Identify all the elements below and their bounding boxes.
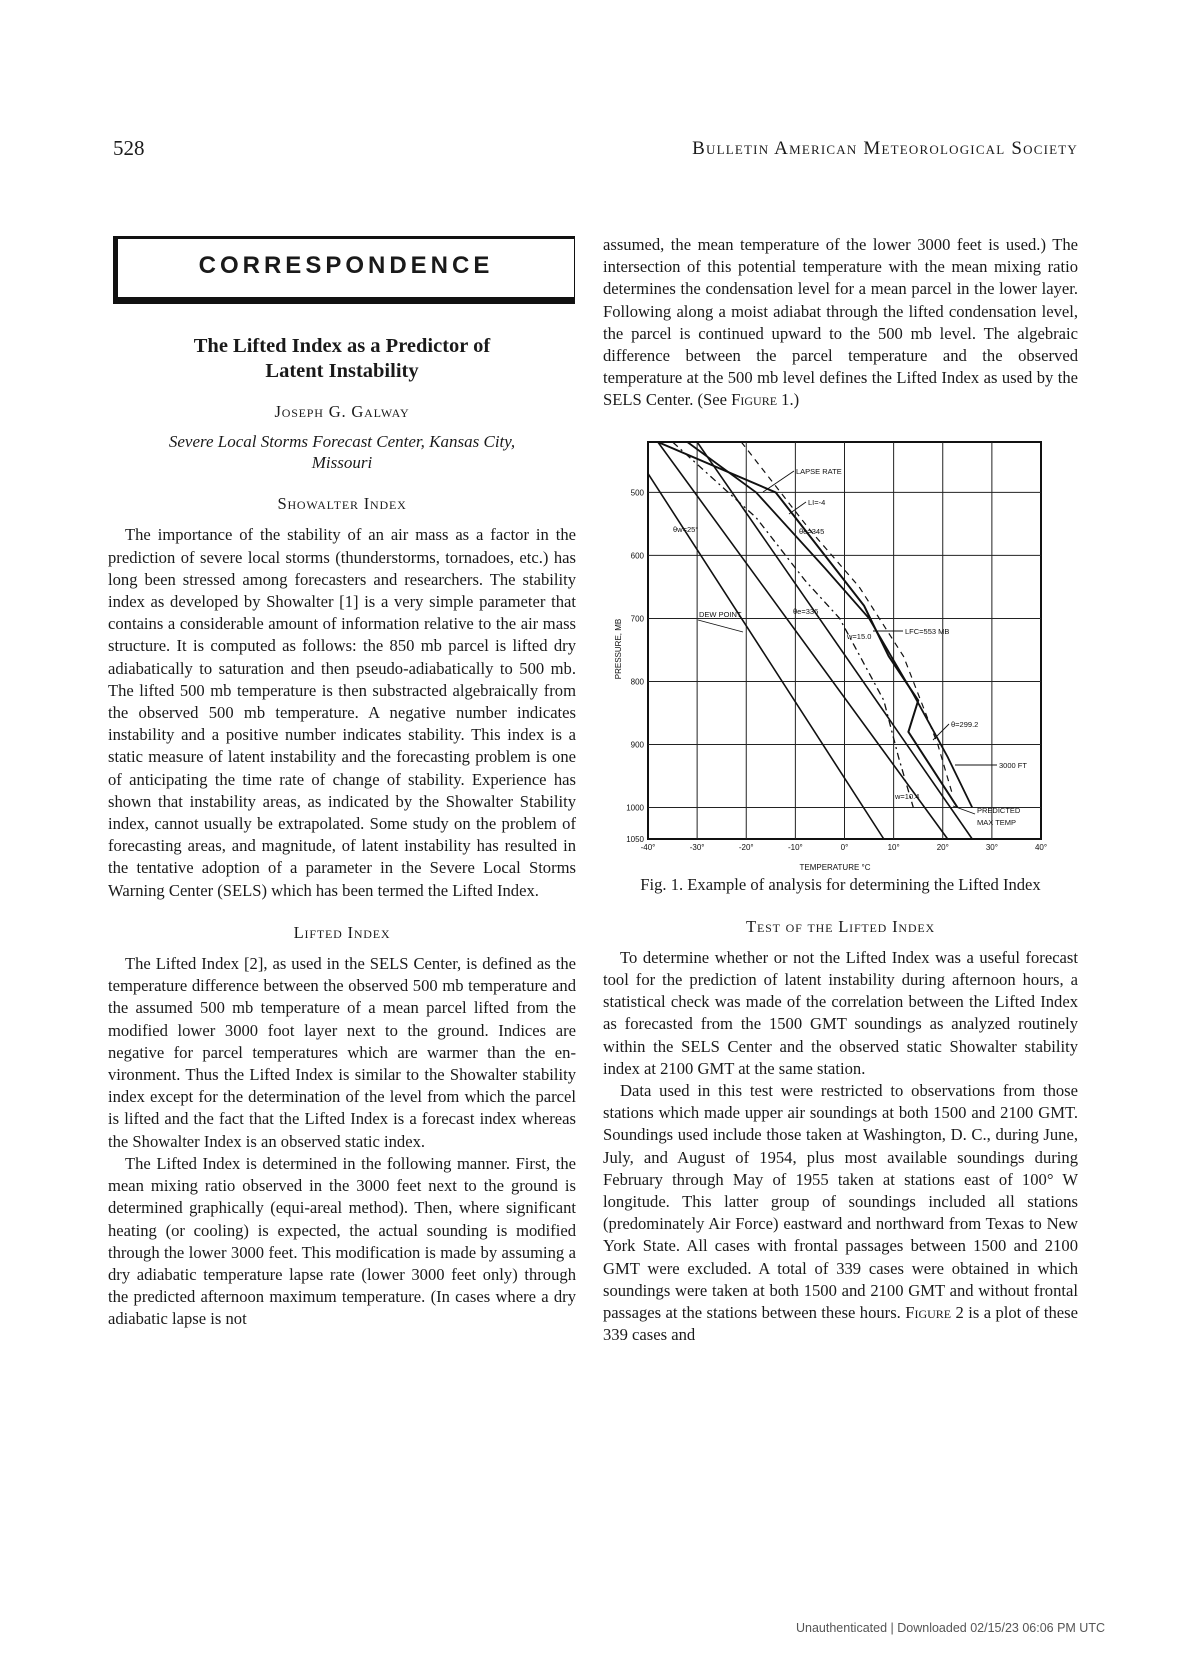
correspondence-box bbox=[113, 236, 575, 304]
figure-1 bbox=[603, 434, 1078, 872]
series-line-3 bbox=[687, 442, 972, 808]
annotation-mixing-ratio: w=15.0 bbox=[847, 631, 872, 641]
annotation-w-mean: w=10.4 bbox=[895, 791, 920, 801]
annotation-max-temp: MAX TEMP bbox=[977, 817, 1017, 827]
paragraph-lifted-2: The Lifted Index is determined in the following manner. First, the mean mixing ratio observed in the 3000 feet next to the ground is determined graphically (equi-areal method). Then, where significant heating (or cooling) is expected, the actual sounding is modified through the lower 3000 feet. This modification is made by assuming a dry adiabatic temperature lapse rate (lower 3000 feet only) through the predicted afternoon maximum temperature. (In cases where a dry adiabatic lapse is not bbox=[108, 1153, 576, 1329]
paragraph-test-1: To determine whether or not the Lifted Index was a useful forecast tool for the prediction of latent instability during afternoon hours, a statistical check was made of the correlation between the Lifted Index as forecasted from the 1500 GMT soundings as analyzed routinely within the SELS Center and the observed static Showalter stability index at 2100 GMT at the same station. bbox=[603, 947, 1078, 1078]
article-affiliation bbox=[108, 431, 576, 473]
x-tick-label: -10° bbox=[787, 842, 803, 852]
figure-1-chart bbox=[603, 434, 1078, 872]
affiliation-line1: Severe Local Storms Forecast Center, Kansas City, bbox=[168, 432, 516, 452]
annotation-leader bbox=[933, 724, 949, 740]
chart-xlabel: TEMPERATURE °C bbox=[799, 862, 871, 872]
section-heading-showalter: Showalter Index bbox=[277, 494, 407, 514]
article-title bbox=[108, 334, 576, 384]
article-title-line2: Latent Instability bbox=[265, 360, 419, 382]
annotation-lfc: LFC=553 MB bbox=[905, 626, 950, 636]
x-tick-label: 0° bbox=[840, 842, 849, 852]
x-tick-label: -30° bbox=[689, 842, 705, 852]
y-tick-label: 600 bbox=[630, 551, 644, 561]
annotation-predicted: PREDICTED bbox=[977, 805, 1021, 815]
y-tick-label: 1050 bbox=[626, 834, 644, 844]
paragraph-showalter: The importance of the stability of an air mass as a factor in the prediction of severe local storms (thunderstorms, tornadoes, etc.) has long been stressed among forecasters and researchers. The stability index as developed by Showalter [1] is a very simple parameter that contains a considerable amount of information relative to the air mass structure. It is computed as follows: the 850 mb parcel is lifted dry adiabatically to saturation and then pseudo-adiabatically to 500 mb. The lifted 500 mb temperature is then substracted algebraically from the observed 500 mb temperature. A negative number indicates instability and a positive number indicates stability. This index is a static measure of latent instability and the forecasting problem is one of anticipating the time rate of change of stability. Experience has shown that instability areas, as indicated by the Showalter Stability index, cannot usually be extrapolated. Some study on the problem of forecasting areas, and magnitude, of latent instability has resulted in the tentative adoption of a parameter in the Severe Local Storms Warning Center (SELS) which has been termed the Lifted Index. bbox=[108, 525, 576, 900]
x-tick-label: 20° bbox=[936, 842, 949, 852]
running-head: Bulletin American Meteorological Society bbox=[692, 138, 1078, 159]
figure1-reference: Figure 1.) bbox=[731, 390, 800, 410]
y-tick-label: 700 bbox=[630, 614, 644, 624]
x-tick-label: -20° bbox=[738, 842, 754, 852]
affiliation-line2: Missouri bbox=[311, 453, 373, 473]
annotation-theta-e: θe=345 bbox=[799, 526, 825, 536]
annotation-theta-w: θw=25° bbox=[673, 524, 699, 534]
section-heading-test: Test of the Lifted Index bbox=[746, 916, 935, 936]
paragraph-lifted-1: The Lifted Index [2], as used in the SELS Center, is defined as the temperature difference between the observed 500 mb temperature and the assumed 500 mb temperature of a mean parcel lifted from the modified lower 3000 foot layer next to the ground. Indices are negative for parcel temperatures which are warmer than the environment. Thus the Lifted Index is similar to the Showalter stability index except for the determination of the level from which the parcel is lifted and the fact that the Lifted Index is a forecast index whereas the Showalter Index is an observed static index. bbox=[108, 954, 576, 1151]
annotation-dew-point: DEW POINT bbox=[699, 609, 742, 619]
figure-1-caption: Fig. 1. Example of analysis for determining the Lifted Index bbox=[640, 874, 1041, 894]
series-line-1 bbox=[673, 442, 914, 808]
x-tick-label: 40° bbox=[1034, 842, 1048, 852]
paragraph-lifted-2-continued: assumed, the mean temperature of the lower 3000 feet is used.) The intersection of this potential temperature with the mean mixing ratio determines the condensation level for a mean parcel in the lower layer. Following along a moist adiabat through the lifted condensation level, the parcel is continued upward to the 500 mb level. The algebraic difference between the parcel temperature and the observed temperature at the 500 mb level defines the Lifted Index as used by the SELS Center. (See Figure 1.) bbox=[603, 235, 1078, 410]
chart-ylabel: PRESSURE, MB bbox=[614, 618, 623, 679]
left-column bbox=[108, 236, 576, 1331]
x-tick-label: 10° bbox=[887, 842, 900, 852]
x-tick-label: -40° bbox=[640, 842, 656, 852]
y-tick-label: 800 bbox=[630, 677, 644, 687]
page-number: 528 bbox=[113, 136, 145, 160]
right-column bbox=[603, 234, 1078, 1346]
annotation-lifted-index: LI=-4 bbox=[808, 497, 826, 507]
correspondence-label: CORRESPONDENCE bbox=[198, 252, 494, 279]
annotation-3000ft: 3000 FT bbox=[999, 760, 1027, 770]
article-title-line1: The Lifted Index as a Predictor of bbox=[193, 335, 491, 357]
adiabat-line bbox=[697, 442, 972, 839]
x-tick-label: 30° bbox=[985, 842, 998, 852]
annotation-theta-e-2: θe=336 bbox=[793, 606, 819, 616]
annotation-lapse-rate: LAPSE RATE bbox=[796, 466, 842, 476]
annotation-theta-mean: θ=299.2 bbox=[951, 719, 979, 729]
figure2-reference: Figure 2 bbox=[905, 1303, 964, 1323]
paragraph-test-2: Data used in this test were restricted to observations from those stations which made upper air soundings at both 1500 and 2100 GMT. Soundings used include those taken at Washington, D. C., during June, July, and August of 1954, plus most available soundings during February through May of 1955 taken at stations east of 100° W longitude. This latter group of soundings included all stations (predominately Air Force) eastward and northward from Texas to New York State. All cases with frontal passages between 1500 and 2100 GMT were excluded. A total of 339 cases were obtained in which soundings were taken at both 1500 and 2100 GMT and without frontal passages at the stations between these hours. Figure 2 is a plot of these 339 cases and bbox=[603, 1081, 1078, 1345]
y-tick-label: 500 bbox=[630, 488, 644, 498]
section-heading-lifted-index: Lifted Index bbox=[293, 922, 391, 942]
download-footer: Unauthenticated | Downloaded 02/15/23 06:06 PM UTC bbox=[796, 1621, 1105, 1635]
adiabat-line bbox=[658, 442, 948, 839]
y-tick-label: 1000 bbox=[626, 803, 644, 813]
y-tick-label: 900 bbox=[630, 740, 644, 750]
article-author: Joseph G. Galway bbox=[274, 402, 410, 421]
annotation-leader bbox=[789, 502, 806, 514]
annotation-leader bbox=[698, 620, 743, 632]
